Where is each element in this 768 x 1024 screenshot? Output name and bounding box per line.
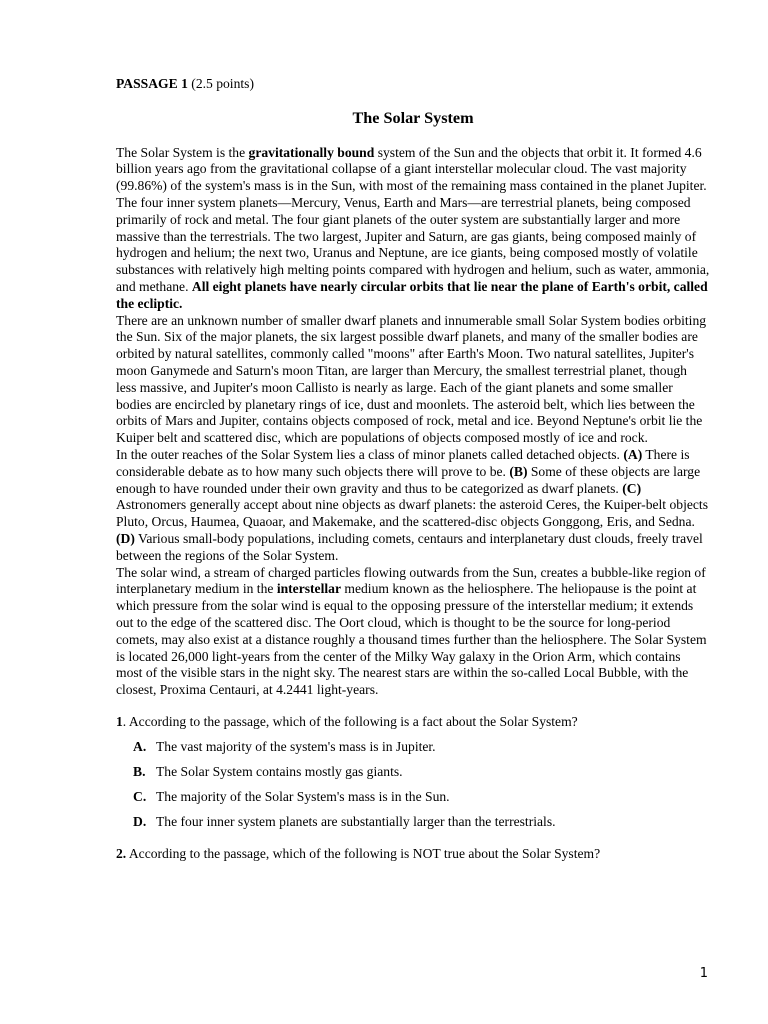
question-2-text: According to the passage, which of the following is NOT true about the Solar System? bbox=[126, 845, 601, 861]
option-c[interactable] bbox=[133, 789, 710, 806]
option-text: The four inner system planets are substantially larger than the terrestrials. bbox=[156, 813, 556, 829]
question-2 bbox=[116, 846, 710, 863]
p1-bold-1: gravitationally bound bbox=[248, 144, 375, 160]
question-1 bbox=[116, 714, 710, 731]
option-a[interactable] bbox=[133, 739, 710, 756]
page-number: 1 bbox=[699, 966, 708, 981]
option-letter: D. bbox=[133, 813, 147, 829]
paragraph-3 bbox=[116, 447, 710, 565]
p3-text-4: Astronomers generally accept about nine objects as dwarf planets: the asteroid Ceres, the Kuiper-belt objects Pluto, Orcus, Haumea, Quaoar, and Makemake, and the scattered-disc objects Gonggong, Eris, and Sedna. bbox=[116, 497, 708, 530]
question-1-number: 1 bbox=[116, 713, 123, 729]
p3-text-2: There is considerable debate as to how many such objects there will prove to be. bbox=[116, 446, 690, 479]
option-letter: A. bbox=[133, 738, 147, 754]
marker-b: (B) bbox=[509, 463, 528, 479]
passage-header bbox=[116, 76, 710, 93]
question-1-options bbox=[133, 739, 710, 831]
p4-text-2: medium known as the heliosphere. The heliopause is the point at which pressure from the solar wind is equal to the opposing pressure of the interstellar medium; it extends out to the edge of the scattered disc. The Oort cloud, which is thought to be the source for long-period comets, may also exist at a distance roughly a thousand times further than the heliosphere. The Solar System is located 26,000 light-years from the center of the Milky Way galaxy in the Orion Arm, which contains most of the visible stars in the night sky. The nearest stars are within the so-called Local Bubble, with the closest, Proxima Centauri, at 4.2441 light-years. bbox=[116, 581, 707, 698]
paragraph-2: There are an unknown number of smaller dwarf planets and innumerable small Solar System bodies orbiting the Sun. Six of the major planets, the six largest possible dwarf planets, and many of the smaller bodies are orbited by natural satellites, commonly called "moons" after Earth's Moon. Two natural satellites, Jupiter's moon Ganymede and Saturn's moon Titan, are larger than Mercury, the smallest terrestrial planet, though less massive, and Jupiter's moon Callisto is nearly as large. Each of the giant planets and some smaller bodies are encircled by planetary rings of ice, dust and moonlets. The asteroid belt, which lies between the orbits of Mars and Jupiter, contains objects composed of rock, metal and ice. Beyond Neptune's orbit lie the Kuiper belt and scattered disc, which are populations of objects composed mostly of ice and rock. bbox=[116, 312, 707, 446]
option-text: The Solar System contains mostly gas giants. bbox=[156, 763, 403, 779]
p4-text-1: The solar wind, a stream of charged particles flowing outwards from the Sun, creates a bubble-like region of interplanetary medium in the bbox=[116, 564, 706, 597]
passage-label: PASSAGE 1 bbox=[116, 76, 188, 91]
p3-text-3: Some of these objects are large enough to have rounded under their own gravity and thus to be categorized as dwarf planets. bbox=[116, 463, 701, 496]
option-d[interactable] bbox=[133, 814, 710, 831]
option-letter: C. bbox=[133, 788, 147, 804]
question-1-text: . According to the passage, which of the following is a fact about the Solar System? bbox=[122, 713, 578, 729]
p1-bold-2: All eight planets have nearly circular orbits that lie near the plane of Earth's orbit, called the ecliptic. bbox=[116, 278, 708, 311]
marker-d: (D) bbox=[116, 530, 135, 546]
p1-text-2: system of the Sun and the objects that orbit it. It formed 4.6 billion years ago from the gravitational collapse of a giant interstellar molecular cloud. The vast majority (99.86%) of the system's mass is in the Sun, with most of the remaining mass contained in the planet Jupiter. The four inner system planets—Mercury, Venus, Earth and Mars—are terrestrial planets, being composed primarily of rock and metal. The four giant planets of the outer system are substantially larger and more massive than the terrestrials. The two largest, Jupiter and Saturn, are gas giants, being composed mainly of hydrogen and helium; the next two, Uranus and Neptune, are ice giants, being composed mostly of volatile substances with relatively high melting points compared with hydrogen and helium, such as water, ammonia, and methane. bbox=[116, 144, 710, 294]
option-text: The vast majority of the system's mass is in Jupiter. bbox=[156, 738, 436, 754]
p3-text-1: In the outer reaches of the Solar System lies a class of minor planets called detached objects. bbox=[116, 446, 624, 462]
paragraph-1 bbox=[116, 145, 710, 313]
marker-c: (C) bbox=[622, 480, 642, 496]
p4-bold-1: interstellar bbox=[276, 581, 341, 597]
passage-points: (2.5 points) bbox=[191, 76, 254, 91]
question-2-number: 2. bbox=[116, 845, 127, 861]
questions bbox=[116, 714, 710, 863]
document-page bbox=[116, 76, 710, 863]
marker-a: (A) bbox=[623, 446, 643, 462]
option-text: The majority of the Solar System's mass is in the Sun. bbox=[156, 788, 450, 804]
paragraph-4 bbox=[116, 565, 710, 699]
p1-text-1: The Solar System is the bbox=[116, 144, 249, 160]
option-letter: B. bbox=[133, 763, 146, 779]
passage-title: The Solar System bbox=[352, 108, 474, 127]
option-b[interactable] bbox=[133, 764, 710, 781]
p3-text-5: Various small-body populations, including comets, centaurs and interplanetary dust clouds, freely travel between the regions of the Solar System. bbox=[116, 530, 703, 563]
